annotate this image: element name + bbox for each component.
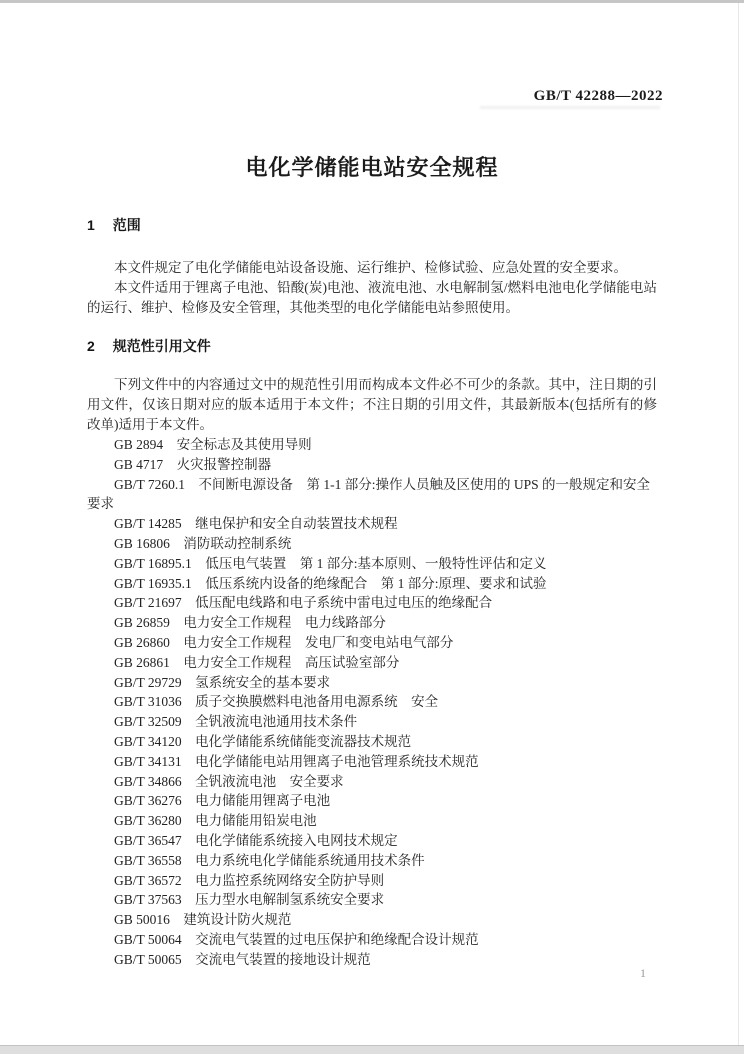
section-1-heading xyxy=(87,215,657,235)
scan-artifact xyxy=(480,106,660,109)
reference-item: GB/T 16935.1 低压系统内设备的绝缘配合 第 1 部分:原理、要求和试验 xyxy=(114,575,547,591)
section-1-title: 范围 xyxy=(112,217,141,233)
page-top-edge xyxy=(0,0,744,3)
scope-paragraph-2: 本文件适用于锂离子电池、铅酸(炭)电池、液流电池、水电解制氢/燃料电池电化学储能电站的运行、维护、检修及安全管理，其他类型的电化学储能电站参照使用。 xyxy=(87,280,657,315)
reference-item: GB 26859 电力安全工作规程 电力线路部分 xyxy=(114,615,386,631)
section-2-heading xyxy=(87,336,657,356)
reference-item: GB/T 32509 全钒液流电池通用技术条件 xyxy=(114,714,358,730)
reference-item: GB/T 34120 电化学储能系统储能变流器技术规范 xyxy=(114,733,412,749)
reference-item: GB 4717 火灾报警控制器 xyxy=(114,456,272,472)
document-body xyxy=(87,215,657,970)
reference-item: GB/T 29729 氢系统安全的基本要求 xyxy=(114,674,331,690)
reference-item: GB/T 36276 电力储能用锂离子电池 xyxy=(114,793,331,809)
reference-item: GB/T 21697 低压配电线路和电子系统中雷电过电压的绝缘配合 xyxy=(114,595,493,611)
reference-item: GB/T 50065 交流电气装置的接地设计规范 xyxy=(114,951,371,967)
standard-code: GB/T 42288—2022 xyxy=(533,88,663,104)
reference-item: GB/T 7260.1 不间断电源设备 第 1-1 部分:操作人员触及区使用的 UPS 的一般规定和安全要求 xyxy=(87,476,651,512)
section-normative-references xyxy=(87,336,657,970)
section-2-number: 2 xyxy=(87,338,95,354)
section-2-title: 规范性引用文件 xyxy=(112,338,211,354)
reference-item: GB/T 34131 电化学储能电站用锂离子电池管理系统技术规范 xyxy=(114,753,479,769)
reference-item: GB/T 16895.1 低压电气装置 第 1 部分:基本原则、一般特性评估和定义 xyxy=(114,555,547,571)
reference-item: GB 16806 消防联动控制系统 xyxy=(114,535,292,551)
document-title: 电化学储能电站安全规程 xyxy=(245,155,499,180)
reference-item: GB/T 50064 交流电气装置的过电压保护和绝缘配合设计规范 xyxy=(114,931,479,947)
reference-item: GB/T 14285 继电保护和安全自动装置技术规程 xyxy=(114,516,398,532)
reference-item: GB/T 36572 电力监控系统网络安全防护导则 xyxy=(114,872,385,888)
section-1-number: 1 xyxy=(87,217,95,233)
reference-item: GB 2894 安全标志及其使用导则 xyxy=(114,437,312,452)
scope-paragraph-1: 本文件规定了电化学储能电站设备设施、运行维护、检修试验、应急处置的安全要求。 xyxy=(114,260,627,275)
section-scope xyxy=(87,215,657,318)
reference-item: GB/T 36280 电力储能用铅炭电池 xyxy=(114,813,317,829)
reference-item: GB/T 34866 全钒液流电池 安全要求 xyxy=(114,773,344,789)
reference-item: GB 26860 电力安全工作规程 发电厂和变电站电气部分 xyxy=(114,634,454,650)
reference-item: GB/T 36558 电力系统电化学储能系统通用技术条件 xyxy=(114,852,425,868)
reference-item: GB/T 31036 质子交换膜燃料电池备用电源系统 安全 xyxy=(114,694,439,710)
reference-list xyxy=(87,435,657,970)
reference-item: GB 26861 电力安全工作规程 高压试验室部分 xyxy=(114,654,400,670)
reference-item: GB/T 36547 电化学储能系统接入电网技术规定 xyxy=(114,832,398,848)
reference-item: GB 50016 建筑设计防火规范 xyxy=(114,912,292,928)
references-intro-paragraph: 下列文件中的内容通过文中的规范性引用而构成本文件必不可少的条款。其中，注日期的引用文件，仅该日期对应的版本适用于本文件；不注日期的引用文件，其最新版本(包括所有的修改单)适用于本文件。 xyxy=(87,377,657,432)
page-number: 1 xyxy=(640,966,646,980)
reference-item: GB/T 37563 压力型水电解制氢系统安全要求 xyxy=(114,892,385,908)
